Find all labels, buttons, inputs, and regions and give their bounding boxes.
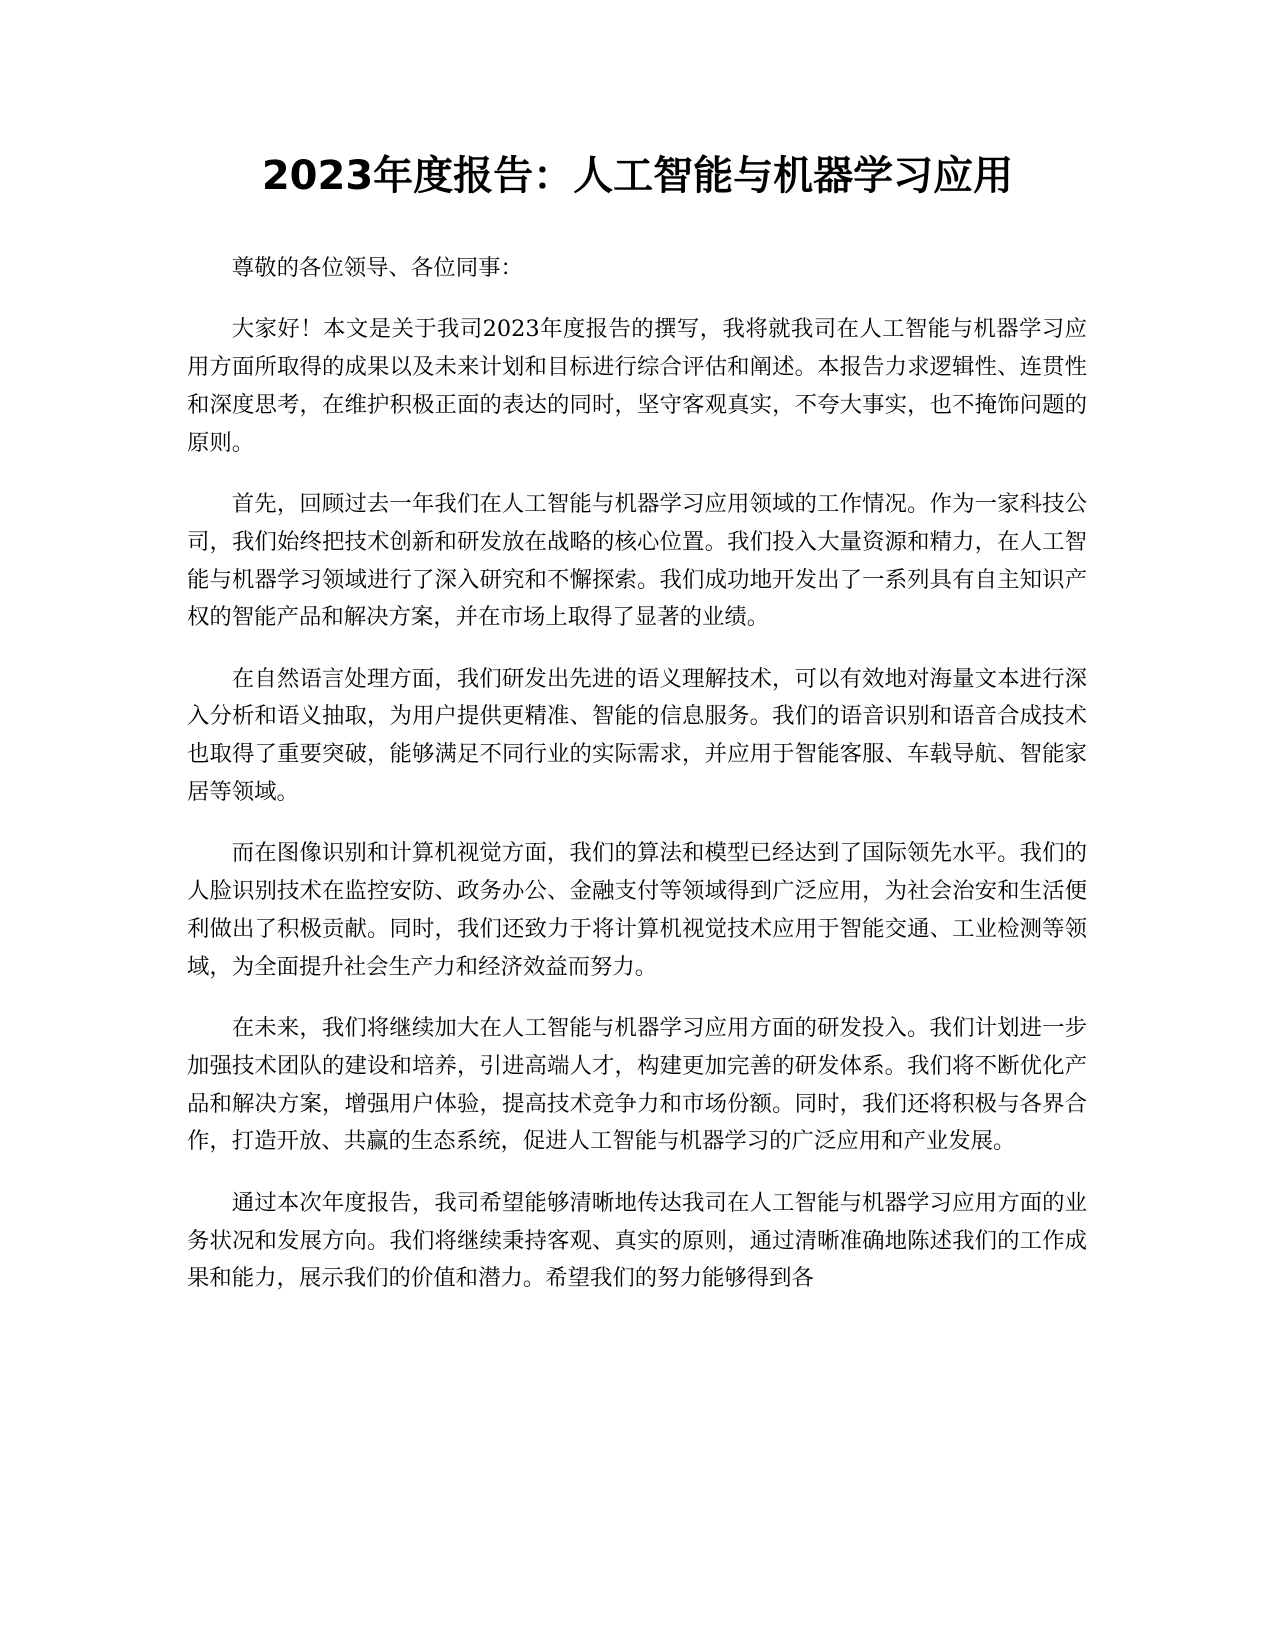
paragraph-vision: 而在图像识别和计算机视觉方面，我们的算法和模型已经达到了国际领先水平。我们的人脸识别技术在监控安防、政务办公、金融支付等领域得到广泛应用，为社会治安和生活便利做出了积极贡献。同时，我们还致力于将计算机视觉技术应用于智能交通、工业检测等领域，为全面提升社会生产力和经济效益而努力。: [187, 840, 1087, 980]
paragraph-intro: 大家好！本文是关于我司2023年度报告的撰写，我将就我司在人工智能与机器学习应用方面所取得的成果以及未来计划和目标进行综合评估和阐述。本报告力求逻辑性、连贯性和深度思考，在维护积极正面的表达的同时，坚守客观真实，不夸大事实，也不掩饰问题的原则。: [187, 316, 1087, 456]
paragraph-conclusion: 通过本次年度报告，我司希望能够清晰地传达我司在人工智能与机器学习应用方面的业务状况和发展方向。我们将继续秉持客观、真实的原则，通过清晰准确地陈述我们的工作成果和能力，展示我们的价值和潜力。希望我们的努力能够得到各: [187, 1189, 1087, 1292]
document-title: 2023年度报告：人工智能与机器学习应用: [261, 153, 1014, 199]
paragraph-future: 在未来，我们将继续加大在人工智能与机器学习应用方面的研发投入。我们计划进一步加强技术团队的建设和培养，引进高端人才，构建更加完善的研发体系。我们将不断优化产品和解决方案，增强用户体验，提高技术竞争力和市场份额。同时，我们还将积极与各界合作，打造开放、共赢的生态系统，促进人工智能与机器学习的广泛应用和产业发展。: [187, 1015, 1087, 1155]
paragraph-review: 首先，回顾过去一年我们在人工智能与机器学习应用领域的工作情况。作为一家科技公司，我们始终把技术创新和研发放在战略的核心位置。我们投入大量资源和精力，在人工智能与机器学习领域进行了深入研究和不懈探索。我们成功地开发出了一系列具有自主知识产权的智能产品和解决方案，并在市场上取得了显著的业绩。: [187, 490, 1087, 631]
greeting-line: 尊敬的各位领导、各位同事：: [231, 255, 523, 281]
document-body: [187, 250, 1087, 1322]
paragraph-nlp: 在自然语言处理方面，我们研发出先进的语义理解技术，可以有效地对海量文本进行深入分析和语义抽取，为用户提供更精准、智能的信息服务。我们的语音识别和语音合成技术也取得了重要突破，能够满足不同行业的实际需求，并应用于智能客服、车载导航、智能家居等领域。: [187, 665, 1087, 806]
